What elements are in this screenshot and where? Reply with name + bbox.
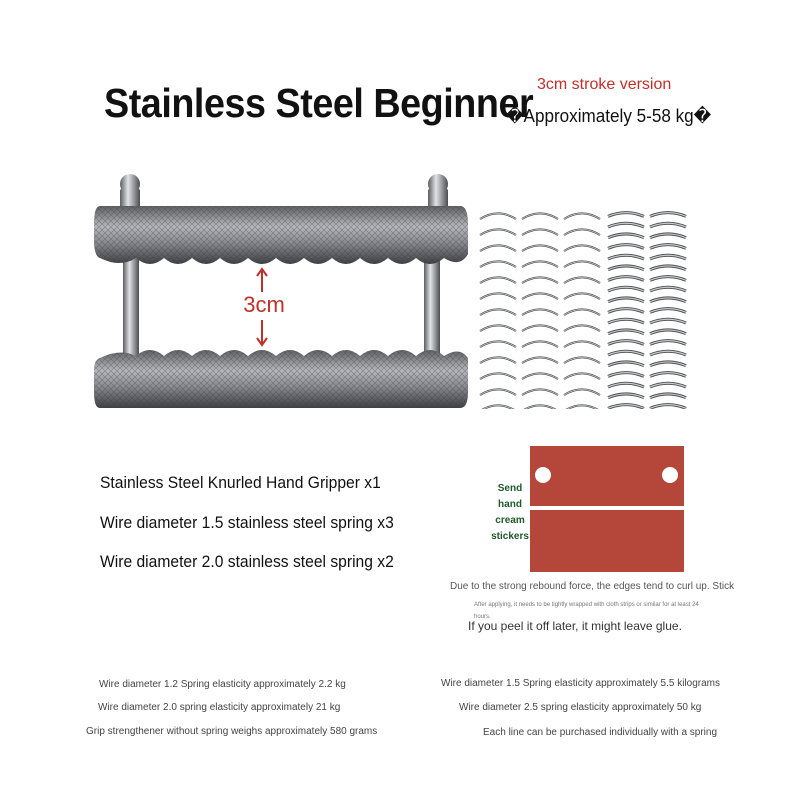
sticker-hole-left	[535, 467, 551, 483]
springs-image	[474, 205, 696, 409]
hand-cream-stickers-image	[528, 444, 686, 574]
spring-3	[564, 213, 600, 409]
contents-item-gripper: Stainless Steel Knurled Hand Gripper x1	[100, 473, 381, 492]
sticker-top	[530, 446, 684, 506]
product-title: Stainless Steel Beginner	[104, 80, 534, 126]
spec-left-2: Wire diameter 2.0 spring elasticity approximately 21 kg	[98, 702, 341, 713]
sticker-note-small: After applying, it needs to be tightly wrapped with cloth strips or similar for at least 24 hours.	[474, 602, 699, 620]
stroke-version-label: 3cm stroke version	[537, 76, 672, 93]
bottom-handle	[94, 350, 468, 408]
spring-4	[608, 213, 644, 409]
spring-1	[480, 213, 516, 409]
stroke-label: 3cm	[243, 292, 285, 317]
spec-right-1: Wire diameter 1.5 Spring elasticity approximately 5.5 kilograms	[441, 678, 720, 689]
spring-2	[522, 213, 558, 409]
sticker-bottom	[530, 510, 684, 572]
spec-right-3: Each line can be purchased individually with a spring	[483, 727, 718, 738]
sticker-hole-right	[662, 467, 678, 483]
spec-left-3: Grip strengthener without spring weighs approximately 580 grams	[86, 726, 378, 737]
right-bolt	[428, 174, 448, 210]
contents-item-spring-1-5: Wire diameter 1.5 stainless steel spring x3	[100, 513, 394, 532]
stickers-label: Send hand cream stickers	[491, 483, 529, 542]
sticker-note-glue: If you peel it off later, it might leave glue.	[468, 619, 682, 633]
contents-item-spring-2-0: Wire diameter 2.0 stainless steel spring x2	[100, 552, 394, 571]
left-bolt	[120, 174, 140, 210]
spring-5	[650, 213, 686, 409]
sticker-note-main: Due to the strong rebound force, the edges tend to curl up. Stick	[450, 581, 735, 592]
top-handle	[94, 206, 468, 264]
spec-left-1: Wire diameter 1.2 Spring elasticity approximately 2.2 kg	[99, 679, 346, 690]
approx-range-label: �Approximately 5-58 kg�	[506, 106, 712, 126]
hand-gripper-image	[90, 170, 470, 415]
spec-right-2: Wire diameter 2.5 spring elasticity approximately 50 kg	[459, 702, 702, 713]
